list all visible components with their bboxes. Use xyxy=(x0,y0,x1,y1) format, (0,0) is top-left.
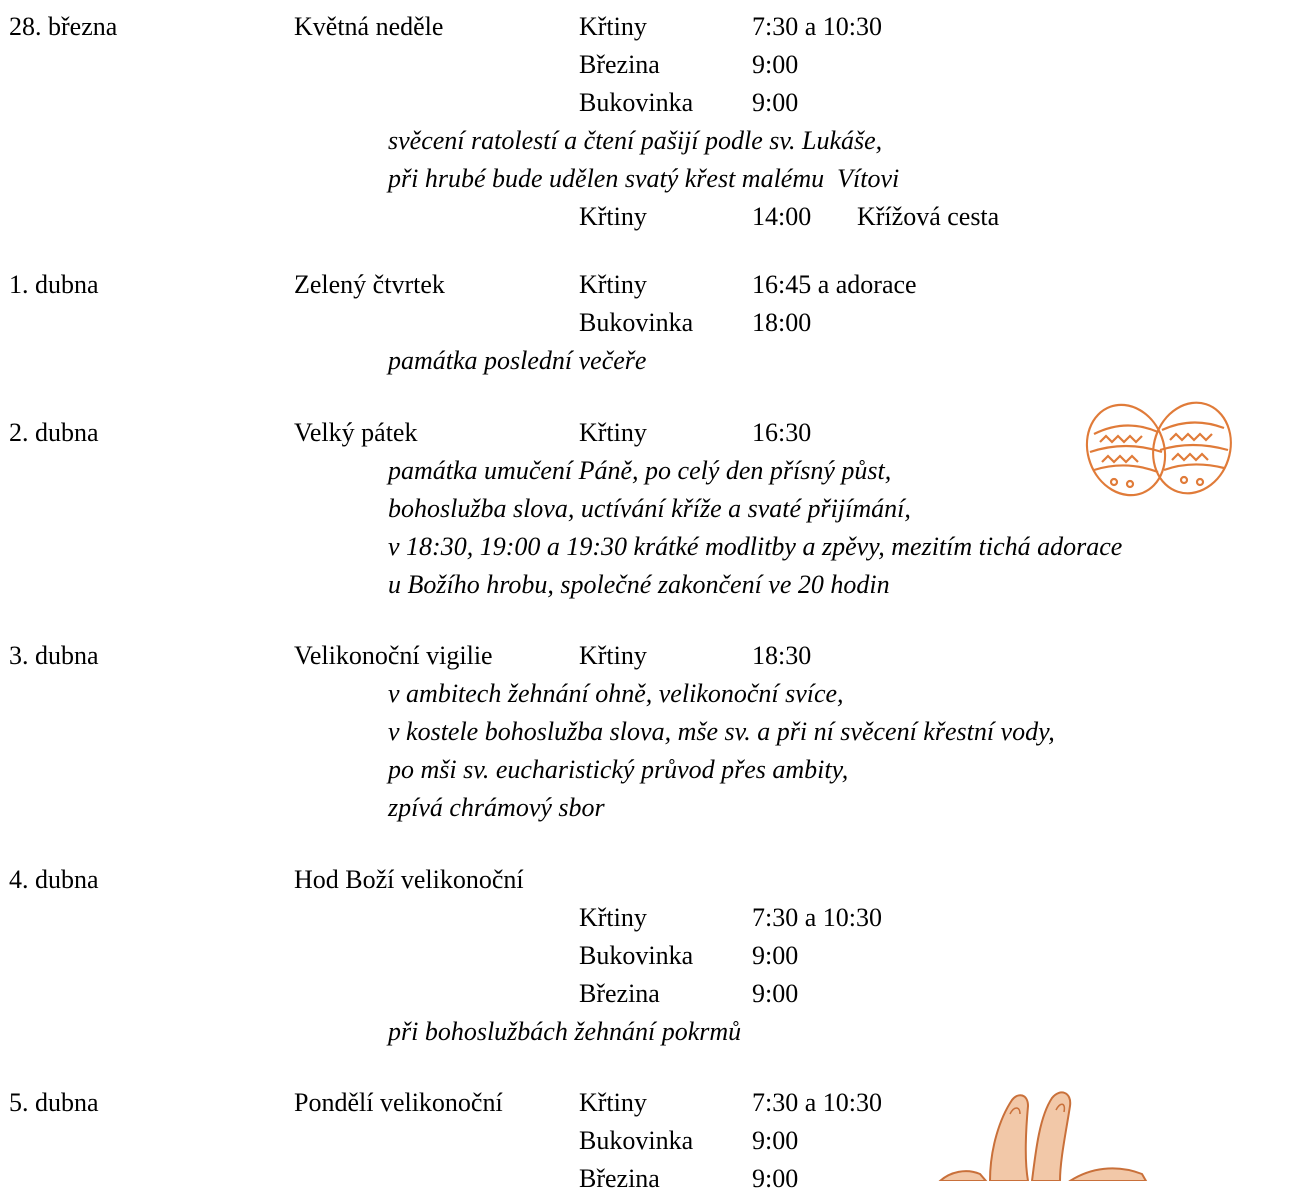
service-place: Bukovinka xyxy=(579,1126,694,1155)
entry-note: zpívá chrámový sbor xyxy=(388,793,605,822)
service-place: Březina xyxy=(579,1164,660,1193)
service-place: Březina xyxy=(579,979,660,1008)
entry-date: 4. dubna xyxy=(9,865,99,894)
entry-feast: Květná neděle xyxy=(294,12,444,41)
entry-note: památka poslední večeře xyxy=(388,346,647,375)
entry-note: v 18:30, 19:00 a 19:30 krátké modlitby a zpěvy, mezitím tichá adorace xyxy=(388,532,1123,561)
entry-note: u Božího hrobu, společné zakončení ve 20 hodin xyxy=(388,570,890,599)
service-time: 9:00 xyxy=(752,1126,799,1155)
service-time: 9:00 xyxy=(752,50,799,79)
service-time: 7:30 a 10:30 xyxy=(752,903,882,932)
service-time: 9:00 xyxy=(752,1164,799,1193)
entry-feast: Hod Boží velikonoční xyxy=(294,865,524,894)
service-place: Křtiny xyxy=(579,270,647,299)
service-place: Křtiny xyxy=(579,418,647,447)
entry-note: bohoslužba slova, uctívání kříže a svaté přijímání, xyxy=(388,494,911,523)
entry-note: v kostele bohoslužba slova, mše sv. a při ní svěcení křestní vody, xyxy=(388,717,1055,746)
easter-bunny-icon xyxy=(920,1088,1150,1181)
service-place: Bukovinka xyxy=(579,308,694,337)
service-place: Bukovinka xyxy=(579,88,694,117)
service-time: 16:45 a adorace xyxy=(752,270,917,299)
entry-note: při bohoslužbách žehnání pokrmů xyxy=(388,1017,742,1046)
service-label: Křížová cesta xyxy=(857,202,1000,231)
entry-note: památka umučení Páně, po celý den přísný půst, xyxy=(388,456,892,485)
service-place: Bukovinka xyxy=(579,941,694,970)
service-place: Křtiny xyxy=(579,641,647,670)
service-time: 9:00 xyxy=(752,979,799,1008)
entry-feast: Pondělí velikonoční xyxy=(294,1088,503,1117)
service-place: Křtiny xyxy=(579,903,647,932)
service-time: 9:00 xyxy=(752,941,799,970)
service-time: 18:00 xyxy=(752,308,812,337)
entry-note: svěcení ratolestí a čtení pašijí podle sv. Lukáše, xyxy=(388,126,883,155)
entry-date: 3. dubna xyxy=(9,641,99,670)
service-time: 7:30 a 10:30 xyxy=(752,1088,882,1117)
service-place: Březina xyxy=(579,50,660,79)
service-place: Křtiny xyxy=(579,202,647,231)
service-time: 14:00 xyxy=(752,202,812,231)
entry-note: po mši sv. eucharistický průvod přes ambity, xyxy=(388,755,849,784)
service-time: 7:30 a 10:30 xyxy=(752,12,882,41)
entry-feast: Velký pátek xyxy=(294,418,418,447)
entry-date: 28. března xyxy=(9,12,118,41)
service-place: Křtiny xyxy=(579,12,647,41)
entry-feast: Zelený čtvrtek xyxy=(294,270,445,299)
entry-feast: Velikonoční vigilie xyxy=(294,641,493,670)
entry-note: v ambitech žehnání ohně, velikonoční svíce, xyxy=(388,679,844,708)
entry-note: při hrubé bude udělen svatý křest malému Vítovi xyxy=(388,164,900,193)
entry-date: 1. dubna xyxy=(9,270,99,299)
service-place: Křtiny xyxy=(579,1088,647,1117)
service-time: 16:30 xyxy=(752,418,812,447)
service-time: 9:00 xyxy=(752,88,799,117)
service-time: 18:30 xyxy=(752,641,812,670)
easter-eggs-icon xyxy=(1080,394,1240,504)
entry-date: 2. dubna xyxy=(9,418,99,447)
entry-date: 5. dubna xyxy=(9,1088,99,1117)
